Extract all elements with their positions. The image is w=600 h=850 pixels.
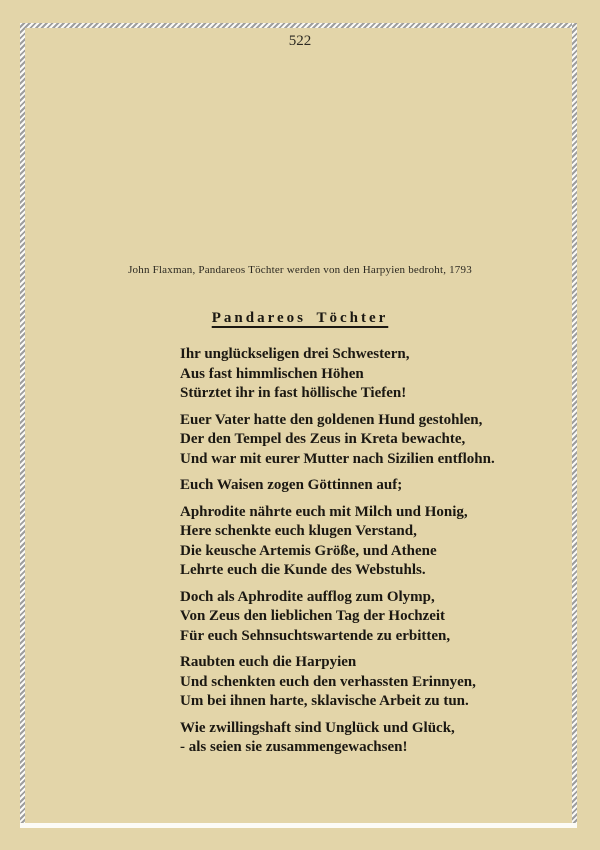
poem-line: Die keusche Artemis Größe, und Athene [180,542,437,559]
poem-stanza [180,476,520,496]
poem-stanza [180,653,520,712]
poem-line: Der den Tempel des Zeus in Kreta bewachte, [180,431,466,447]
illustration-placeholder [30,55,570,255]
poem-line: Stürztet ihr in fast höllische Tiefen! [180,385,407,401]
poem [180,345,520,765]
illustration-caption: John Flaxman, Pandareos Töchter werden von den Harpyien bedroht, 1793 [128,264,472,276]
page-border-right [572,23,577,828]
poem-line: Aus fast himmlischen Höhen [180,365,364,382]
page-border-bottom [20,823,577,828]
poem-stanza [180,503,520,581]
poem-line: Für euch Sehnsuchtswartende zu erbitten, [180,627,451,644]
poem-line: Wie zwillingshaft sind Unglück und Glück, [180,719,455,736]
poem-stanza [180,411,520,470]
page-border-left [20,23,25,828]
poem-line: Und schenkten euch den verhassten Erinnyen, [180,673,476,690]
poem-stanza [180,719,520,758]
poem-line: Und war mit eurer Mutter nach Sizilien entflohn. [180,450,495,467]
poem-line: Ihr unglückseligen drei Schwestern, [180,346,410,362]
poem-line: Um bei ihnen harte, sklavische Arbeit zu tun. [180,693,469,709]
poem-line: Lehrte euch die Kunde des Webstuhls. [180,562,426,578]
poem-line: Euch Waisen zogen Göttinnen auf; [180,477,403,493]
poem-line: Euer Vater hatte den goldenen Hund gestohlen, [180,411,483,428]
page-number: 522 [288,33,312,49]
poem-stanza [180,345,520,404]
poem-line: - als seien sie zusammengewachsen! [180,739,408,755]
poem-line: Doch als Aphrodite aufflog zum Olymp, [180,588,435,605]
poem-stanza [180,588,520,647]
poem-line: Aphrodite nährte euch mit Milch und Honig, [180,503,468,520]
poem-line: Here schenkte euch klugen Verstand, [180,523,417,539]
page-border-top [20,23,577,28]
poem-line: Raubten euch die Harpyien [180,654,357,670]
poem-title: Pandareos Töchter [211,310,389,326]
poem-line: Von Zeus den lieblichen Tag der Hochzeit [180,608,446,624]
